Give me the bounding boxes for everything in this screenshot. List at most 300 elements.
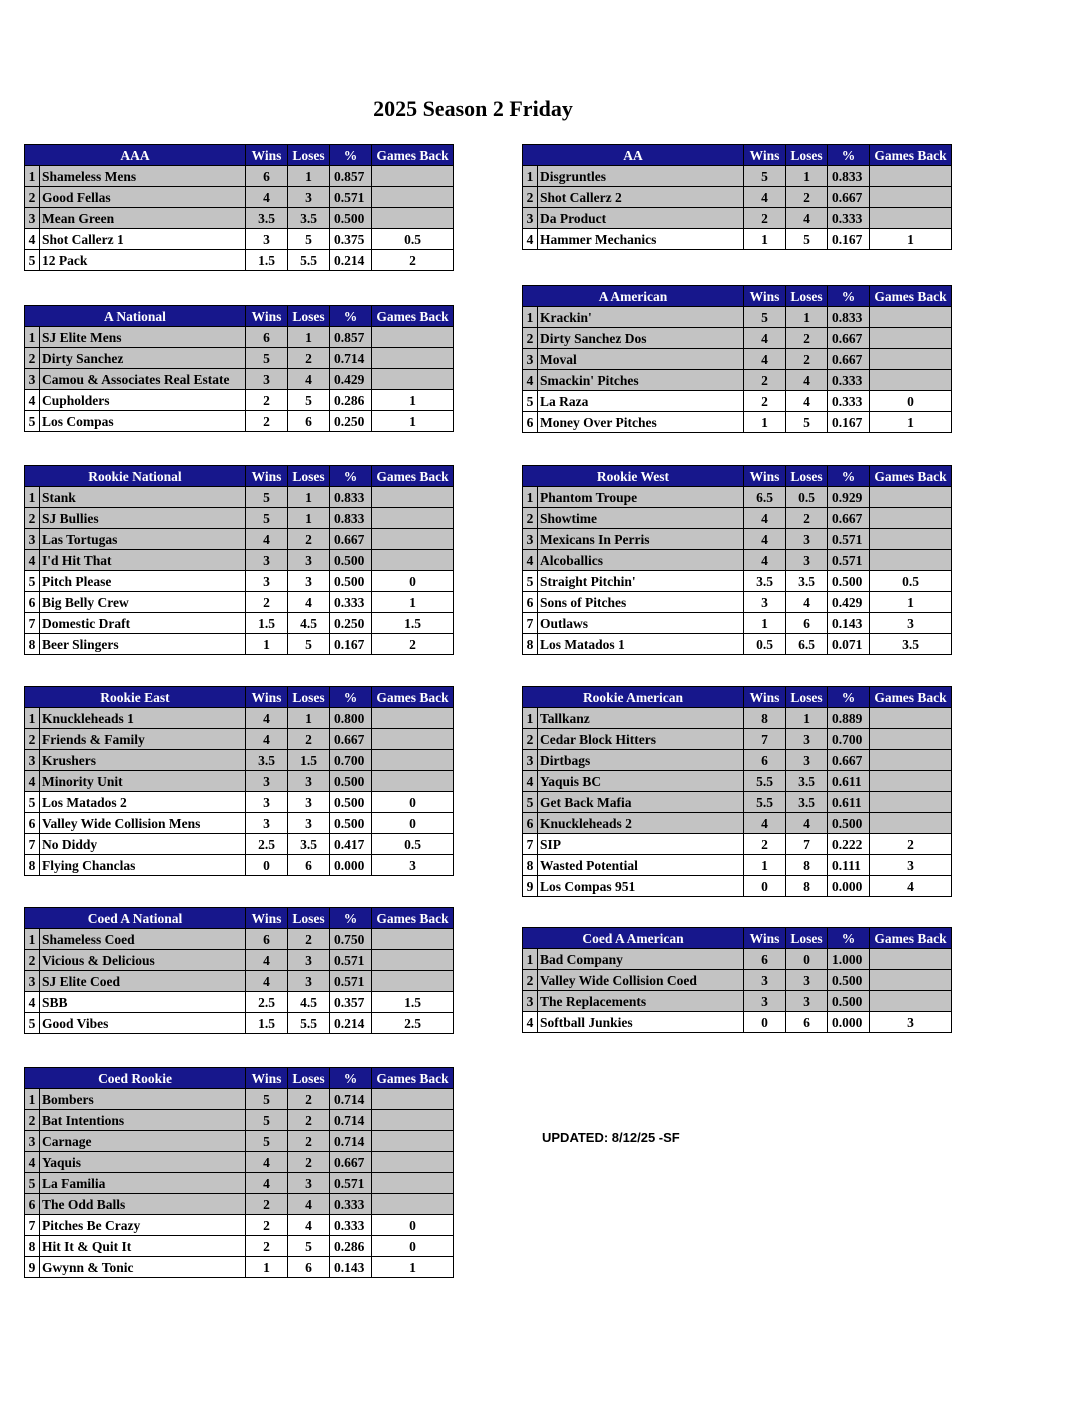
loses-cell: 6: [288, 855, 330, 876]
rank-cell: 4: [523, 1012, 538, 1033]
rank-cell: 2: [25, 950, 40, 971]
rank-cell: 5: [25, 792, 40, 813]
team-name-cell: SBB: [40, 992, 246, 1013]
games-back-cell: [870, 487, 952, 508]
games-back-cell: [372, 1152, 454, 1173]
games-back-cell: [372, 187, 454, 208]
team-name-cell: Mexicans In Perris: [538, 529, 744, 550]
loses-header: Loses: [786, 928, 828, 949]
standings-table-a-national: [24, 305, 454, 432]
pct-header: %: [330, 145, 372, 166]
loses-cell: 4: [288, 1194, 330, 1215]
table-row: [523, 229, 952, 250]
pct-cell: 0.143: [828, 613, 870, 634]
loses-header: Loses: [288, 687, 330, 708]
games-back-cell: [372, 708, 454, 729]
loses-cell: 3.5: [288, 208, 330, 229]
games-back-cell: 0.5: [870, 571, 952, 592]
table-row: [523, 508, 952, 529]
team-name-cell: Bat Intentions: [40, 1110, 246, 1131]
division-name: Rookie West: [523, 466, 744, 487]
team-name-cell: Bombers: [40, 1089, 246, 1110]
team-name-cell: 12 Pack: [40, 250, 246, 271]
wins-cell: 1: [744, 855, 786, 876]
rank-cell: 3: [523, 529, 538, 550]
games-back-cell: 3: [870, 613, 952, 634]
rank-cell: 7: [523, 834, 538, 855]
wins-header: Wins: [744, 286, 786, 307]
loses-cell: 5: [288, 390, 330, 411]
wins-cell: 4: [744, 187, 786, 208]
rank-cell: 1: [25, 1089, 40, 1110]
games-back-cell: 3: [870, 1012, 952, 1033]
rank-cell: 4: [523, 550, 538, 571]
games-back-cell: 0: [372, 1215, 454, 1236]
games-back-cell: [372, 771, 454, 792]
table-row: [523, 571, 952, 592]
table-row: [25, 855, 454, 876]
games-back-cell: 1: [372, 411, 454, 432]
rank-cell: 8: [523, 634, 538, 655]
wins-cell: 5: [246, 508, 288, 529]
rank-cell: 7: [523, 613, 538, 634]
rank-cell: 8: [523, 855, 538, 876]
loses-cell: 2: [786, 328, 828, 349]
rank-cell: 5: [25, 571, 40, 592]
games-back-cell: [870, 792, 952, 813]
team-name-cell: Valley Wide Collision Coed: [538, 970, 744, 991]
team-name-cell: The Replacements: [538, 991, 744, 1012]
team-name-cell: Phantom Troupe: [538, 487, 744, 508]
loses-cell: 2: [288, 729, 330, 750]
games-back-cell: [870, 991, 952, 1012]
table-row: [25, 1257, 454, 1278]
rank-cell: 6: [523, 412, 538, 433]
games-back-cell: [372, 750, 454, 771]
table-row: [523, 166, 952, 187]
wins-cell: 5.5: [744, 792, 786, 813]
games-back-cell: [870, 949, 952, 970]
loses-header: Loses: [786, 145, 828, 166]
table-row: [523, 792, 952, 813]
loses-header: Loses: [288, 466, 330, 487]
table-row: [25, 1194, 454, 1215]
loses-cell: 2: [786, 508, 828, 529]
wins-header: Wins: [744, 928, 786, 949]
pct-cell: 0.250: [330, 613, 372, 634]
team-name-cell: Good Vibes: [40, 1013, 246, 1034]
rank-cell: 5: [523, 792, 538, 813]
rank-cell: 3: [25, 208, 40, 229]
team-name-cell: La Familia: [40, 1173, 246, 1194]
games-back-cell: [870, 550, 952, 571]
rank-cell: 2: [25, 187, 40, 208]
pct-cell: 0.333: [828, 370, 870, 391]
loses-cell: 4.5: [288, 992, 330, 1013]
rank-cell: 1: [523, 949, 538, 970]
pct-header: %: [828, 928, 870, 949]
loses-cell: 5: [288, 229, 330, 250]
team-name-cell: Los Compas 951: [538, 876, 744, 897]
rank-cell: 5: [25, 1013, 40, 1034]
table-row: [25, 1173, 454, 1194]
games-back-cell: 0.5: [372, 834, 454, 855]
loses-cell: 4: [288, 1215, 330, 1236]
games-back-cell: [372, 950, 454, 971]
rank-cell: 3: [523, 750, 538, 771]
page-title: 2025 Season 2 Friday: [373, 96, 573, 121]
rank-cell: 4: [25, 550, 40, 571]
pct-cell: 0.667: [828, 349, 870, 370]
loses-cell: 1.5: [288, 750, 330, 771]
standings-table-aa: [522, 144, 952, 250]
rank-cell: 3: [523, 349, 538, 370]
games-back-header: Games Back: [870, 466, 952, 487]
wins-header: Wins: [744, 687, 786, 708]
table-row: [25, 592, 454, 613]
table-row: [523, 708, 952, 729]
team-name-cell: Shameless Mens: [40, 166, 246, 187]
table-header-row: [523, 928, 952, 949]
wins-cell: 0: [744, 876, 786, 897]
pct-cell: 0.667: [828, 187, 870, 208]
team-name-cell: Mean Green: [40, 208, 246, 229]
wins-header: Wins: [246, 466, 288, 487]
loses-cell: 6: [288, 1257, 330, 1278]
team-name-cell: Yaquis BC: [538, 771, 744, 792]
team-name-cell: Knuckleheads 2: [538, 813, 744, 834]
loses-cell: 4: [786, 208, 828, 229]
wins-cell: 4: [744, 529, 786, 550]
rank-cell: 7: [25, 613, 40, 634]
games-back-cell: 1: [372, 1257, 454, 1278]
games-back-cell: 1: [870, 412, 952, 433]
wins-cell: 5: [246, 1089, 288, 1110]
pct-cell: 0.500: [330, 550, 372, 571]
wins-cell: 2.5: [246, 992, 288, 1013]
team-name-cell: Da Product: [538, 208, 744, 229]
pct-cell: 0.167: [330, 634, 372, 655]
pct-cell: 0.571: [330, 187, 372, 208]
pct-cell: 0.000: [828, 1012, 870, 1033]
pct-cell: 0.857: [330, 327, 372, 348]
team-name-cell: Wasted Potential: [538, 855, 744, 876]
division-name: AA: [523, 145, 744, 166]
loses-header: Loses: [786, 687, 828, 708]
games-back-cell: 1.5: [372, 613, 454, 634]
table-row: [25, 1089, 454, 1110]
rank-cell: 1: [25, 327, 40, 348]
wins-cell: 1: [246, 634, 288, 655]
rank-cell: 4: [25, 229, 40, 250]
rank-cell: 5: [523, 571, 538, 592]
wins-cell: 4: [246, 529, 288, 550]
pct-cell: 0.714: [330, 1089, 372, 1110]
table-row: [25, 571, 454, 592]
rank-cell: 3: [25, 529, 40, 550]
games-back-cell: [870, 729, 952, 750]
table-row: [25, 1236, 454, 1257]
wins-cell: 5: [744, 307, 786, 328]
table-row: [523, 855, 952, 876]
loses-cell: 3: [786, 750, 828, 771]
games-back-cell: [372, 1173, 454, 1194]
team-name-cell: Hammer Mechanics: [538, 229, 744, 250]
table-row: [25, 834, 454, 855]
loses-cell: 4.5: [288, 613, 330, 634]
wins-cell: 4: [744, 328, 786, 349]
table-row: [523, 813, 952, 834]
table-row: [523, 634, 952, 655]
wins-cell: 3: [246, 229, 288, 250]
pct-header: %: [330, 306, 372, 327]
pct-cell: 0.667: [330, 1152, 372, 1173]
standings-table-coed-rookie: [24, 1067, 454, 1278]
pct-cell: 0.214: [330, 1013, 372, 1034]
games-back-header: Games Back: [870, 687, 952, 708]
rank-cell: 2: [25, 348, 40, 369]
table-row: [25, 1152, 454, 1173]
loses-cell: 3: [288, 1173, 330, 1194]
table-row: [523, 613, 952, 634]
table-row: [25, 1110, 454, 1131]
games-back-header: Games Back: [372, 687, 454, 708]
pct-cell: 0.714: [330, 348, 372, 369]
wins-cell: 3.5: [246, 750, 288, 771]
pct-header: %: [828, 145, 870, 166]
loses-header: Loses: [288, 306, 330, 327]
team-name-cell: Tallkanz: [538, 708, 744, 729]
pct-cell: 0.700: [828, 729, 870, 750]
wins-cell: 2: [744, 391, 786, 412]
wins-cell: 4: [246, 950, 288, 971]
table-row: [25, 929, 454, 950]
wins-cell: 1.5: [246, 250, 288, 271]
pct-cell: 0.500: [828, 571, 870, 592]
wins-cell: 3: [246, 550, 288, 571]
pct-cell: 0.500: [828, 813, 870, 834]
wins-header: Wins: [246, 306, 288, 327]
standings-table-rookie-american: [522, 686, 952, 897]
wins-cell: 2: [744, 208, 786, 229]
table-row: [25, 348, 454, 369]
loses-cell: 8: [786, 855, 828, 876]
loses-cell: 4: [288, 592, 330, 613]
table-row: [25, 229, 454, 250]
team-name-cell: Friends & Family: [40, 729, 246, 750]
rank-cell: 3: [25, 971, 40, 992]
loses-cell: 2: [288, 529, 330, 550]
rank-cell: 1: [523, 166, 538, 187]
team-name-cell: Flying Chanclas: [40, 855, 246, 876]
games-back-cell: [372, 729, 454, 750]
games-back-cell: [870, 813, 952, 834]
pct-cell: 0.857: [330, 166, 372, 187]
table-row: [523, 412, 952, 433]
division-name: AAA: [25, 145, 246, 166]
wins-cell: 6: [744, 750, 786, 771]
pct-cell: 0.500: [330, 813, 372, 834]
table-row: [523, 550, 952, 571]
loses-cell: 3: [288, 813, 330, 834]
loses-cell: 8: [786, 876, 828, 897]
loses-cell: 1: [288, 487, 330, 508]
wins-cell: 1.5: [246, 613, 288, 634]
loses-cell: 2: [288, 1152, 330, 1173]
team-name-cell: Disgruntles: [538, 166, 744, 187]
loses-cell: 3.5: [288, 834, 330, 855]
team-name-cell: Gwynn & Tonic: [40, 1257, 246, 1278]
team-name-cell: SIP: [538, 834, 744, 855]
team-name-cell: SJ Elite Mens: [40, 327, 246, 348]
team-name-cell: I'd Hit That: [40, 550, 246, 571]
pct-cell: 0.333: [828, 208, 870, 229]
games-back-cell: [372, 971, 454, 992]
pct-cell: 0.500: [330, 571, 372, 592]
pct-cell: 0.500: [330, 792, 372, 813]
wins-cell: 3: [246, 369, 288, 390]
team-name-cell: Dirty Sanchez: [40, 348, 246, 369]
wins-cell: 0: [246, 855, 288, 876]
games-back-cell: [372, 487, 454, 508]
table-row: [523, 592, 952, 613]
games-back-cell: [372, 1089, 454, 1110]
team-name-cell: La Raza: [538, 391, 744, 412]
wins-cell: 6: [744, 949, 786, 970]
wins-cell: 5: [246, 1131, 288, 1152]
table-row: [25, 508, 454, 529]
table-row: [25, 992, 454, 1013]
games-back-cell: 0: [870, 391, 952, 412]
table-header-row: [523, 286, 952, 307]
division-name: A American: [523, 286, 744, 307]
pct-cell: 0.375: [330, 229, 372, 250]
loses-cell: 1: [288, 327, 330, 348]
pct-header: %: [828, 286, 870, 307]
table-row: [25, 729, 454, 750]
pct-cell: 0.250: [330, 411, 372, 432]
pct-cell: 0.833: [330, 487, 372, 508]
pct-cell: 0.800: [330, 708, 372, 729]
loses-cell: 6: [288, 411, 330, 432]
rank-cell: 6: [523, 813, 538, 834]
games-back-cell: [372, 508, 454, 529]
wins-cell: 5: [246, 487, 288, 508]
loses-cell: 2: [288, 1089, 330, 1110]
games-back-cell: 1: [870, 592, 952, 613]
pct-cell: 0.143: [330, 1257, 372, 1278]
games-back-cell: 0.5: [372, 229, 454, 250]
games-back-cell: 1: [372, 592, 454, 613]
rank-cell: 5: [523, 391, 538, 412]
pct-cell: 0.333: [330, 592, 372, 613]
table-row: [25, 411, 454, 432]
wins-cell: 8: [744, 708, 786, 729]
rank-cell: 6: [25, 813, 40, 834]
table-row: [523, 991, 952, 1012]
games-back-cell: [870, 349, 952, 370]
loses-cell: 3: [786, 991, 828, 1012]
pct-cell: 0.714: [330, 1110, 372, 1131]
rank-cell: 3: [25, 369, 40, 390]
rank-cell: 1: [523, 307, 538, 328]
team-name-cell: Carnage: [40, 1131, 246, 1152]
wins-cell: 4: [246, 708, 288, 729]
table-row: [25, 950, 454, 971]
team-name-cell: Showtime: [538, 508, 744, 529]
table-row: [25, 166, 454, 187]
pct-cell: 0.667: [828, 750, 870, 771]
wins-cell: 0.5: [744, 634, 786, 655]
team-name-cell: Dirty Sanchez Dos: [538, 328, 744, 349]
wins-cell: 4: [246, 971, 288, 992]
table-row: [25, 1215, 454, 1236]
team-name-cell: Alcoballics: [538, 550, 744, 571]
pct-cell: 0.429: [828, 592, 870, 613]
pct-cell: 0.889: [828, 708, 870, 729]
wins-cell: 3: [246, 771, 288, 792]
rank-cell: 2: [25, 729, 40, 750]
pct-cell: 0.833: [828, 307, 870, 328]
games-back-cell: 2: [870, 834, 952, 855]
games-back-cell: [372, 1131, 454, 1152]
wins-cell: 3: [246, 792, 288, 813]
loses-cell: 3: [288, 771, 330, 792]
division-name: Coed A American: [523, 928, 744, 949]
games-back-cell: 4: [870, 876, 952, 897]
pct-cell: 0.500: [330, 771, 372, 792]
games-back-header: Games Back: [372, 145, 454, 166]
table-row: [25, 634, 454, 655]
pct-cell: 0.571: [828, 529, 870, 550]
division-name: Coed Rookie: [25, 1068, 246, 1089]
team-name-cell: Beer Slingers: [40, 634, 246, 655]
table-row: [25, 390, 454, 411]
games-back-cell: [372, 529, 454, 550]
loses-cell: 3.5: [786, 792, 828, 813]
loses-cell: 2: [786, 349, 828, 370]
team-name-cell: Smackin' Pitches: [538, 370, 744, 391]
games-back-cell: [372, 929, 454, 950]
pct-header: %: [330, 687, 372, 708]
division-name: Coed A National: [25, 908, 246, 929]
team-name-cell: Hit It & Quit It: [40, 1236, 246, 1257]
loses-cell: 3.5: [786, 771, 828, 792]
pct-cell: 0.667: [828, 328, 870, 349]
wins-cell: 1.5: [246, 1013, 288, 1034]
table-header-row: [523, 687, 952, 708]
loses-cell: 3: [288, 950, 330, 971]
loses-cell: 6: [786, 613, 828, 634]
rank-cell: 1: [523, 487, 538, 508]
games-back-cell: [870, 750, 952, 771]
wins-cell: 1: [744, 613, 786, 634]
pct-cell: 0.611: [828, 792, 870, 813]
games-back-cell: 1: [372, 390, 454, 411]
pct-cell: 0.611: [828, 771, 870, 792]
wins-cell: 2.5: [246, 834, 288, 855]
rank-cell: 3: [523, 208, 538, 229]
pct-cell: 0.000: [330, 855, 372, 876]
team-name-cell: SJ Elite Coed: [40, 971, 246, 992]
games-back-cell: 0: [372, 571, 454, 592]
table-row: [25, 550, 454, 571]
pct-header: %: [828, 687, 870, 708]
table-row: [523, 187, 952, 208]
team-name-cell: The Odd Balls: [40, 1194, 246, 1215]
table-row: [523, 729, 952, 750]
wins-cell: 5: [246, 1110, 288, 1131]
